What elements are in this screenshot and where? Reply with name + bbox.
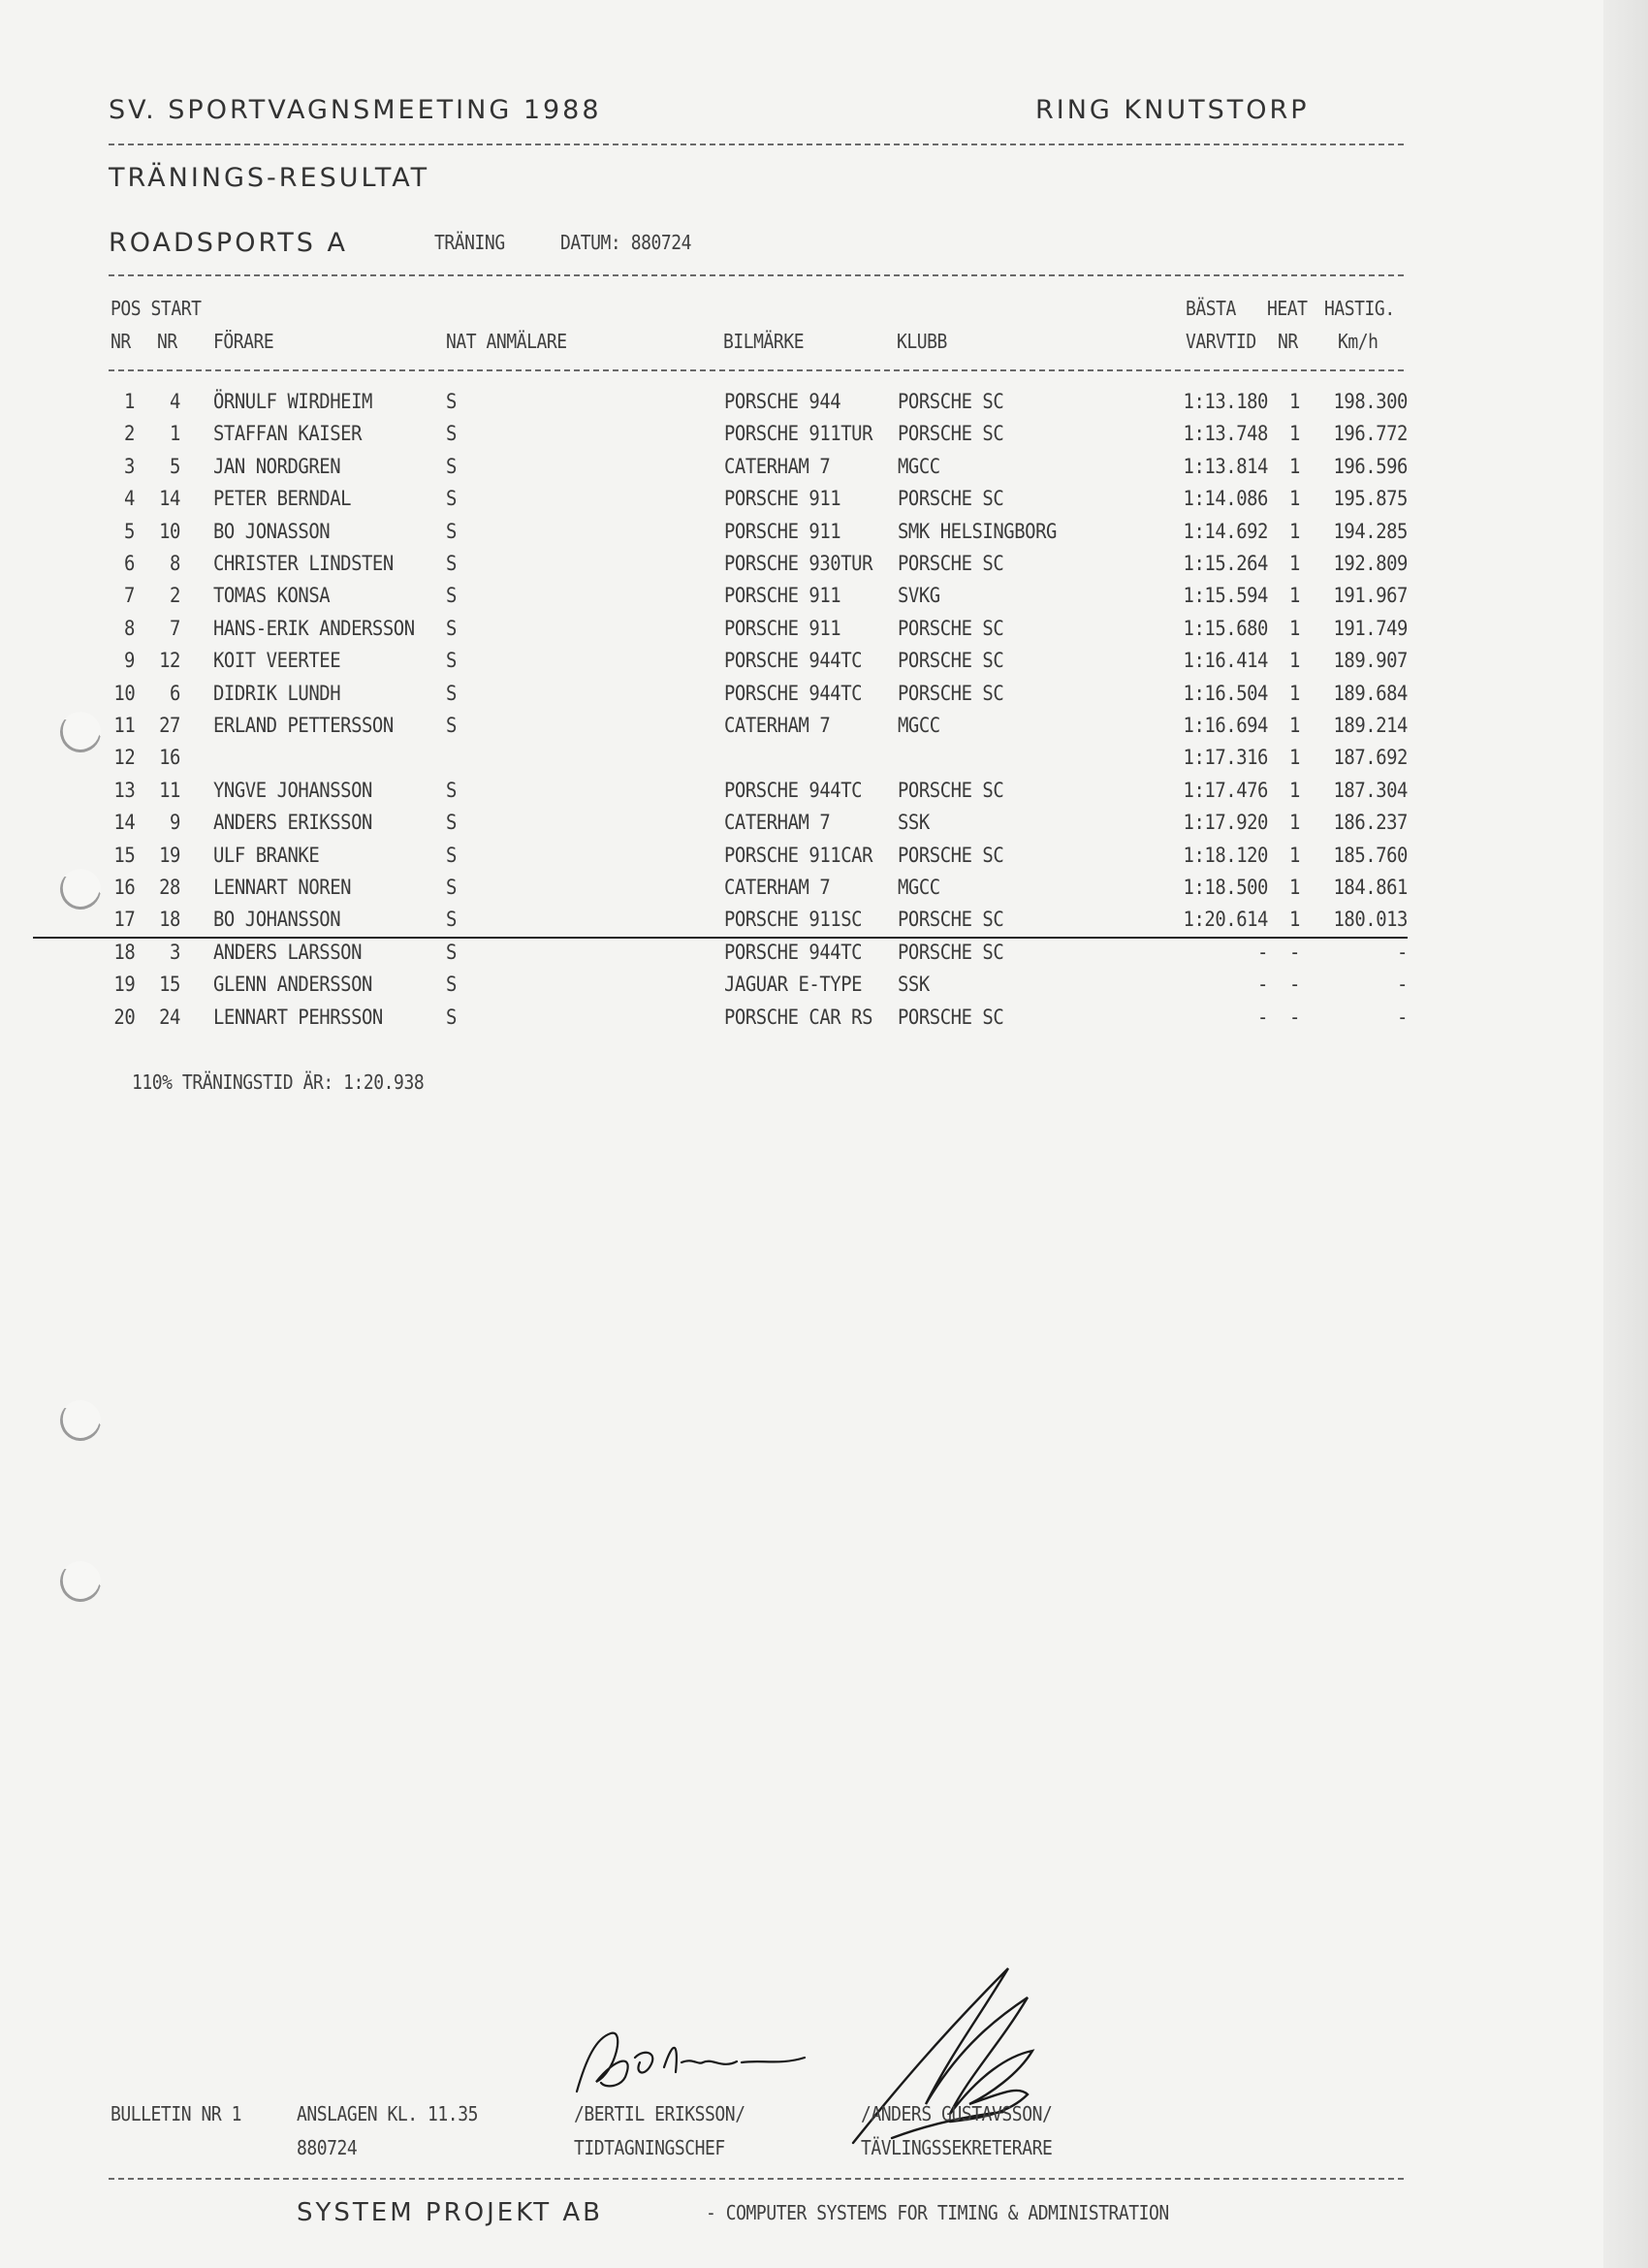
cell-speed: -	[1397, 973, 1408, 997]
cell-time: 1:15.264	[1183, 552, 1268, 575]
class-name: ROADSPORTS A	[109, 228, 348, 258]
cell-club: MGCC	[898, 876, 940, 899]
cell-nat: S	[446, 940, 457, 964]
cell-nat: S	[446, 519, 457, 543]
cell-nat: S	[446, 390, 457, 413]
cell-driver: ANDERS ERIKSSON	[213, 811, 372, 835]
cell-club: PORSCHE SC	[898, 843, 1004, 867]
cell-club: PORSCHE SC	[898, 487, 1004, 511]
cell-speed: 192.809	[1333, 552, 1408, 575]
cell-start: 6	[170, 681, 180, 705]
cell-car: CATERHAM 7	[724, 876, 831, 899]
table-row	[0, 520, 1551, 549]
punch-hole	[54, 1555, 107, 1608]
cell-car: PORSCHE 911SC	[724, 908, 863, 932]
cell-start: 28	[159, 876, 180, 899]
cell-nat: S	[446, 778, 457, 802]
cell-time: 1:16.414	[1183, 649, 1268, 673]
col-nat-entrant: NAT ANMÄLARE	[446, 330, 567, 353]
cell-heat: 1	[1289, 422, 1300, 446]
cell-time: 1:17.316	[1183, 746, 1268, 770]
cell-speed: 196.772	[1333, 422, 1408, 446]
cell-start: 7	[170, 616, 180, 640]
cell-heat: 1	[1289, 811, 1300, 835]
bulletin-number: BULLETIN NR 1	[111, 2102, 242, 2125]
cell-driver: ANDERS LARSSON	[213, 940, 363, 964]
cell-time: 1:18.500	[1183, 876, 1268, 899]
cell-car: PORSCHE 944TC	[724, 940, 863, 964]
cell-car: CATERHAM 7	[724, 454, 831, 478]
col-speed: Km/h	[1338, 330, 1379, 353]
cell-start: 15	[159, 973, 180, 997]
company-name: SYSTEM PROJEKT AB	[297, 2198, 604, 2227]
cell-car: CATERHAM 7	[724, 811, 831, 835]
signatory-1-title: TIDTAGNINGSCHEF	[574, 2136, 725, 2159]
cell-nat: S	[446, 422, 457, 446]
cell-car: JAGUAR E-TYPE	[724, 973, 863, 997]
cell-heat: 1	[1289, 876, 1300, 899]
cell-pos: 14	[113, 811, 136, 835]
cell-car: PORSCHE 911	[724, 519, 841, 543]
cell-heat: 1	[1289, 487, 1300, 511]
divider	[109, 2178, 1404, 2180]
col-pos-start-top: POS START	[111, 297, 202, 320]
cell-start: 5	[170, 454, 180, 478]
cell-time: 1:15.680	[1183, 616, 1268, 640]
cell-heat: 1	[1289, 746, 1300, 770]
cell-driver: STAFFAN KAISER	[213, 422, 363, 446]
cell-time: -	[1257, 973, 1268, 997]
cell-speed: 189.907	[1333, 649, 1408, 673]
col-speed-top: HASTIG.	[1324, 297, 1395, 320]
cell-start: 16	[159, 746, 180, 770]
cell-speed: 195.875	[1333, 487, 1408, 511]
cell-start: 12	[159, 649, 180, 673]
cell-driver: DIDRIK LUNDH	[213, 681, 341, 705]
punch-hole	[54, 1394, 107, 1447]
cell-heat: -	[1289, 973, 1300, 997]
cell-heat: 1	[1289, 519, 1300, 543]
cell-pos: 15	[113, 843, 136, 867]
cell-car: PORSCHE 944	[724, 390, 841, 413]
cell-nat: S	[446, 649, 457, 673]
cell-heat: 1	[1289, 584, 1300, 608]
cell-club: PORSCHE SC	[898, 422, 1004, 446]
cell-pos: 18	[113, 940, 136, 964]
cell-heat: 1	[1289, 681, 1300, 705]
cell-pos: 8	[124, 616, 135, 640]
col-club: KLUBB	[897, 330, 947, 353]
posted-time: ANSLAGEN KL. 11.35	[297, 2102, 478, 2125]
table-row	[0, 714, 1551, 743]
cell-nat: S	[446, 616, 457, 640]
document-subtitle: TRÄNINGS-RESULTAT	[109, 163, 430, 193]
venue-name: RING KNUTSTORP	[1035, 95, 1310, 125]
cell-club: PORSCHE SC	[898, 908, 1004, 932]
cell-time: 1:17.476	[1183, 778, 1268, 802]
table-row	[0, 390, 1551, 419]
cell-car: PORSCHE 944TC	[724, 778, 863, 802]
posted-date: 880724	[297, 2136, 358, 2159]
cell-time: 1:14.086	[1183, 487, 1268, 511]
cell-start: 19	[159, 843, 180, 867]
qualifying-time-note: 110% TRÄNINGSTID ÄR: 1:20.938	[132, 1070, 425, 1094]
table-row	[0, 422, 1551, 451]
cell-club: MGCC	[898, 454, 940, 478]
table-row	[0, 941, 1551, 970]
cell-pos: 16	[113, 876, 136, 899]
cell-pos: 3	[124, 454, 135, 478]
cell-club: SSK	[898, 973, 930, 997]
cell-driver: ERLAND PETTERSSON	[213, 714, 394, 737]
cell-club: PORSCHE SC	[898, 390, 1004, 413]
cell-nat: S	[446, 714, 457, 737]
cell-nat: S	[446, 681, 457, 705]
table-row	[0, 779, 1551, 808]
cell-driver: ÖRNULF WIRDHEIM	[213, 390, 372, 413]
cell-speed: 187.692	[1333, 746, 1408, 770]
cell-club: PORSCHE SC	[898, 778, 1004, 802]
cell-car: PORSCHE 930TUR	[724, 552, 873, 575]
session-type: TRÄNING	[434, 231, 505, 254]
cell-nat: S	[446, 973, 457, 997]
cell-time: 1:14.692	[1183, 519, 1268, 543]
table-row	[0, 811, 1551, 840]
cell-speed: 191.967	[1333, 584, 1408, 608]
cell-club: SMK HELSINGBORG	[898, 519, 1057, 543]
cell-club: SSK	[898, 811, 930, 835]
cell-heat: -	[1289, 940, 1300, 964]
session-date: DATUM: 880724	[560, 231, 692, 254]
cell-speed: 198.300	[1333, 390, 1408, 413]
cell-start: 3	[170, 940, 180, 964]
col-heat-top: HEAT	[1267, 297, 1308, 320]
cell-time: 1:16.504	[1183, 681, 1268, 705]
table-row	[0, 487, 1551, 516]
qualification-cut-line	[33, 937, 1408, 939]
cell-club: PORSCHE SC	[898, 649, 1004, 673]
cell-nat: S	[446, 487, 457, 511]
event-title: SV. SPORTVAGNSMEETING 1988	[109, 95, 602, 125]
table-row	[0, 617, 1551, 646]
col-heat: NR	[1278, 330, 1298, 353]
divider	[109, 369, 1404, 371]
cell-car: PORSCHE 911	[724, 584, 841, 608]
cell-heat: 1	[1289, 454, 1300, 478]
signature-anders-gustavsson	[834, 1959, 1086, 2162]
cell-driver: BO JOHANSSON	[213, 908, 341, 932]
cell-club: SVKG	[898, 584, 940, 608]
cell-start: 10	[159, 519, 180, 543]
cell-speed: 194.285	[1333, 519, 1408, 543]
table-row	[0, 908, 1551, 937]
col-driver: FÖRARE	[213, 330, 274, 353]
cell-car: CATERHAM 7	[724, 714, 831, 737]
table-row	[0, 746, 1551, 775]
cell-pos: 20	[113, 1005, 136, 1029]
cell-club: PORSCHE SC	[898, 940, 1004, 964]
cell-speed: 184.861	[1333, 876, 1408, 899]
cell-driver: PETER BERNDAL	[213, 487, 352, 511]
cell-nat: S	[446, 552, 457, 575]
cell-start: 24	[159, 1005, 180, 1029]
cell-car: PORSCHE 911	[724, 616, 841, 640]
cell-pos: 11	[113, 714, 136, 737]
company-tagline: - COMPUTER SYSTEMS FOR TIMING & ADMINISTRATION	[706, 2201, 1169, 2224]
cell-time: 1:13.748	[1183, 422, 1268, 446]
col-best-laptime: VARVTID	[1186, 330, 1256, 353]
table-row	[0, 973, 1551, 1002]
cell-speed: 196.596	[1333, 454, 1408, 478]
divider	[109, 274, 1404, 276]
cell-start: 2	[170, 584, 180, 608]
col-pos: NR	[111, 330, 131, 353]
cell-nat: S	[446, 454, 457, 478]
signature-bertil-eriksson	[567, 2019, 858, 2106]
cell-driver: YNGVE JOHANSSON	[213, 778, 372, 802]
cell-start: 14	[159, 487, 180, 511]
cell-pos: 9	[124, 649, 135, 673]
cell-club: PORSCHE SC	[898, 681, 1004, 705]
cell-car: PORSCHE CAR RS	[724, 1005, 873, 1029]
cell-heat: 1	[1289, 778, 1300, 802]
cell-pos: 2	[124, 422, 135, 446]
cell-heat: 1	[1289, 616, 1300, 640]
cell-pos: 6	[124, 552, 135, 575]
cell-club: PORSCHE SC	[898, 552, 1004, 575]
cell-driver: ULF BRANKE	[213, 843, 320, 867]
divider	[109, 144, 1404, 145]
cell-heat: 1	[1289, 714, 1300, 737]
cell-driver: BO JONASSON	[213, 519, 331, 543]
cell-car: PORSCHE 911TUR	[724, 422, 873, 446]
cell-speed: 189.214	[1333, 714, 1408, 737]
cell-heat: 1	[1289, 390, 1300, 413]
cell-pos: 13	[113, 778, 136, 802]
cell-driver: LENNART PEHRSSON	[213, 1005, 383, 1029]
table-row	[0, 876, 1551, 905]
cell-car: PORSCHE 944TC	[724, 681, 863, 705]
cell-driver: JAN NORDGREN	[213, 454, 341, 478]
table-row	[0, 649, 1551, 678]
col-start: NR	[157, 330, 177, 353]
cell-pos: 17	[113, 908, 136, 932]
table-row	[0, 455, 1551, 484]
cell-club: PORSCHE SC	[898, 616, 1004, 640]
cell-pos: 10	[113, 681, 136, 705]
cell-car: PORSCHE 911CAR	[724, 843, 873, 867]
cell-car: PORSCHE 944TC	[724, 649, 863, 673]
cell-speed: 186.237	[1333, 811, 1408, 835]
cell-time: 1:13.814	[1183, 454, 1268, 478]
cell-heat: 1	[1289, 843, 1300, 867]
cell-speed: 185.760	[1333, 843, 1408, 867]
col-best-top: BÄSTA	[1186, 297, 1236, 320]
cell-nat: S	[446, 811, 457, 835]
cell-pos: 12	[113, 746, 136, 770]
cell-driver: HANS-ERIK ANDERSSON	[213, 616, 415, 640]
cell-driver: LENNART NOREN	[213, 876, 352, 899]
cell-time: 1:18.120	[1183, 843, 1268, 867]
cell-club: MGCC	[898, 714, 940, 737]
cell-start: 18	[159, 908, 180, 932]
cell-heat: -	[1289, 1005, 1300, 1029]
cell-car: PORSCHE 911	[724, 487, 841, 511]
cell-pos: 7	[124, 584, 135, 608]
cell-club: PORSCHE SC	[898, 1005, 1004, 1029]
col-car: BILMÄRKE	[723, 330, 805, 353]
cell-time: -	[1257, 940, 1268, 964]
cell-nat: S	[446, 584, 457, 608]
table-row	[0, 584, 1551, 613]
cell-nat: S	[446, 876, 457, 899]
page-edge-shadow	[1603, 0, 1648, 2268]
table-row	[0, 682, 1551, 711]
cell-driver: CHRISTER LINDSTEN	[213, 552, 394, 575]
cell-pos: 4	[124, 487, 135, 511]
table-row	[0, 552, 1551, 581]
table-row	[0, 844, 1551, 873]
cell-start: 9	[170, 811, 180, 835]
cell-speed: 187.304	[1333, 778, 1408, 802]
cell-pos: 5	[124, 519, 135, 543]
cell-speed: 180.013	[1333, 908, 1408, 932]
cell-start: 4	[170, 390, 180, 413]
cell-speed: 191.749	[1333, 616, 1408, 640]
cell-time: 1:17.920	[1183, 811, 1268, 835]
cell-driver: TOMAS KONSA	[213, 584, 331, 608]
cell-start: 11	[159, 778, 180, 802]
cell-driver: KOIT VEERTEE	[213, 649, 341, 673]
cell-speed: 189.684	[1333, 681, 1408, 705]
signatory-2-name: /ANDERS GUSTAVSSON/	[861, 2102, 1053, 2125]
table-row	[0, 1006, 1551, 1035]
signatory-1-name: /BERTIL ERIKSSON/	[574, 2102, 745, 2125]
cell-speed: -	[1397, 1005, 1408, 1029]
cell-nat: S	[446, 908, 457, 932]
cell-driver: GLENN ANDERSSON	[213, 973, 372, 997]
cell-time: 1:15.594	[1183, 584, 1268, 608]
cell-nat: S	[446, 843, 457, 867]
cell-heat: 1	[1289, 908, 1300, 932]
cell-start: 8	[170, 552, 180, 575]
cell-speed: -	[1397, 940, 1408, 964]
cell-time: -	[1257, 1005, 1268, 1029]
cell-time: 1:13.180	[1183, 390, 1268, 413]
cell-time: 1:20.614	[1183, 908, 1268, 932]
cell-pos: 19	[113, 973, 136, 997]
cell-pos: 1	[124, 390, 135, 413]
cell-start: 1	[170, 422, 180, 446]
cell-nat: S	[446, 1005, 457, 1029]
cell-time: 1:16.694	[1183, 714, 1268, 737]
cell-heat: 1	[1289, 552, 1300, 575]
cell-heat: 1	[1289, 649, 1300, 673]
cell-start: 27	[159, 714, 180, 737]
signatory-2-title: TÄVLINGSSEKRETERARE	[861, 2136, 1053, 2159]
